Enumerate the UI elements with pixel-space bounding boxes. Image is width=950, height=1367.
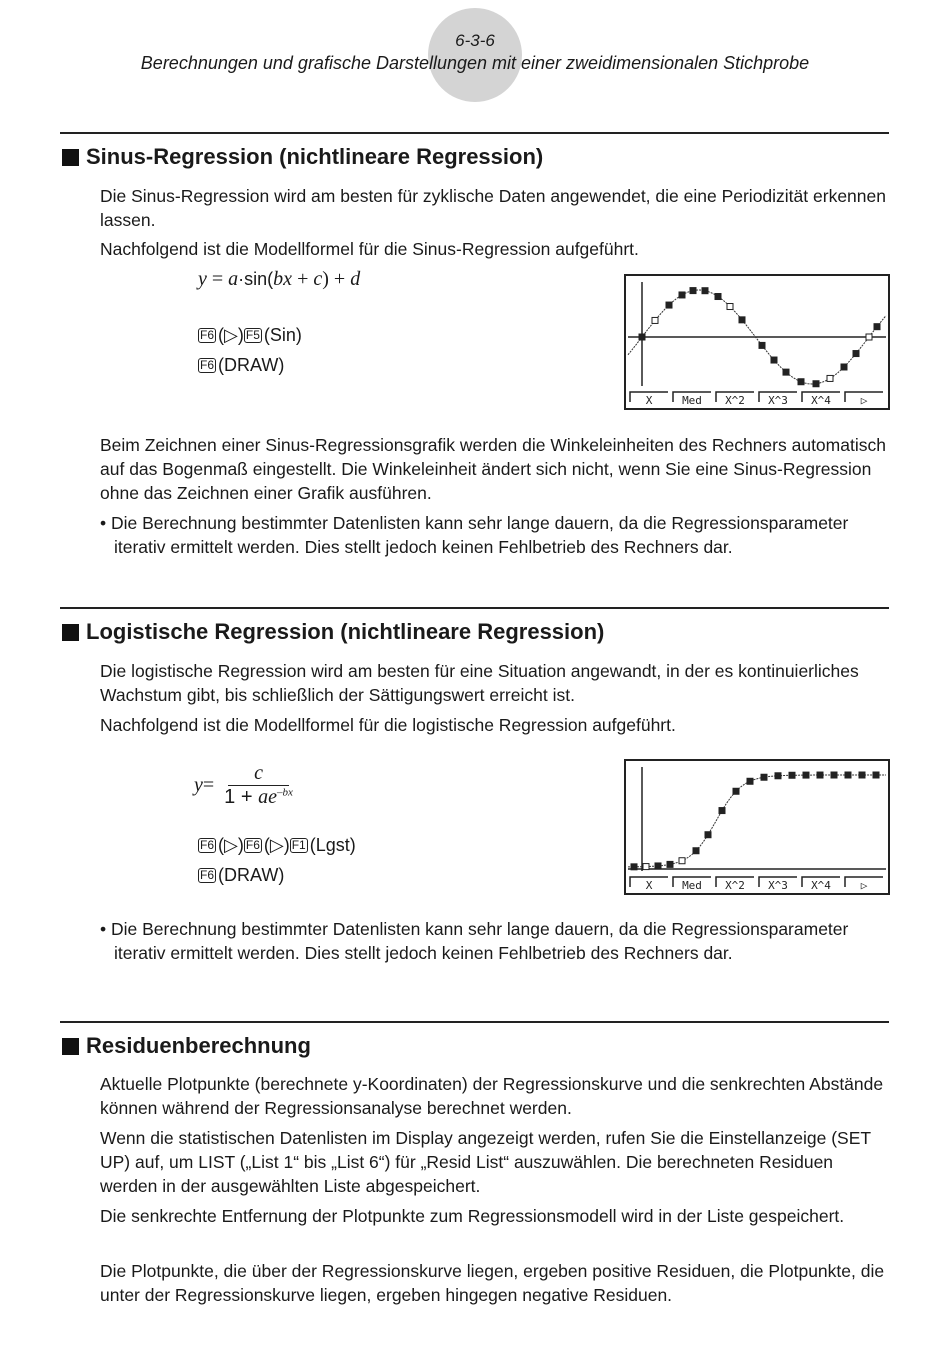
function-menu-label: X^3 — [768, 394, 788, 407]
square-bullet-icon — [62, 1038, 79, 1055]
chapter-subtitle: Berechnungen und grafische Darstellungen mit einer zweidimensionalen Stichprobe — [140, 53, 810, 73]
sine-formula: y = a·sin(bx + c) + d — [198, 268, 361, 290]
key-sequence: F6 (▷) F5 (Sin) F6 (DRAW) — [200, 325, 302, 375]
function-menu-label: Med — [682, 394, 702, 407]
data-point — [853, 351, 859, 357]
key-f6: F6 — [245, 838, 260, 852]
data-point — [803, 772, 809, 778]
data-point — [727, 304, 733, 310]
paragraph: Beim Zeichnen einer Sinus-Regressionsgrafik werden die Winkeleinheiten des Rechners automatisch auf das Bogenmaß eingestellt. Die Winkeleinheit ändert sich nicht, wenn Sie eine Sinus-Regression ohne das Zeichnen einer Grafik ausführen. — [100, 435, 886, 503]
data-point — [693, 848, 699, 854]
data-point — [789, 772, 795, 778]
data-point — [817, 772, 823, 778]
data-point — [652, 317, 658, 323]
logistic-formula: y = $\frac{c}{1 + ae^{-bx}}$ — [194, 762, 293, 808]
data-point — [667, 861, 673, 867]
function-menu-label: X^4 — [811, 394, 831, 407]
data-point — [873, 772, 879, 778]
paragraph: Die Sinus-Regression wird am besten für zyklische Daten angewendet, die eine Periodizität erkennen lassen. — [100, 186, 886, 230]
function-menu-label: X — [645, 394, 653, 407]
key-f6: F6 — [200, 358, 215, 372]
section-heading — [62, 619, 604, 645]
data-point — [705, 832, 711, 838]
section-heading — [62, 1033, 311, 1059]
data-point — [798, 379, 804, 385]
data-point — [831, 772, 837, 778]
section-divider — [60, 607, 889, 609]
data-point — [639, 334, 645, 340]
data-point — [655, 863, 661, 869]
data-point — [759, 342, 765, 348]
key-sequence: F6 (▷) F6 (▷) F1 (Lgst) F6 (DRAW) — [200, 835, 356, 885]
data-point — [874, 324, 880, 330]
data-point — [761, 774, 767, 780]
section-divider — [60, 1021, 889, 1023]
function-menu-label: X^4 — [811, 879, 831, 892]
logistic-regression-screen — [624, 759, 890, 895]
data-point — [771, 357, 777, 363]
key-f6: F6 — [200, 328, 215, 342]
screen-frame — [625, 275, 889, 409]
data-point — [715, 294, 721, 300]
key-f6: F6 — [200, 868, 215, 882]
data-point — [775, 773, 781, 779]
paragraph: Die logistische Regression wird am besten für eine Situation angewandt, in der es kontinuierliches Wachstum gibt, bis schließlich der Sättigungswert erreicht ist. — [100, 661, 859, 705]
data-point — [679, 292, 685, 298]
data-point — [739, 317, 745, 323]
function-menu-label: X — [645, 879, 653, 892]
data-point — [679, 858, 685, 864]
screen-frame — [625, 760, 889, 894]
section-heading — [62, 144, 543, 170]
function-menu-label: ▷ — [860, 394, 868, 407]
paragraph: Nachfolgend ist die Modellformel für die Sinus-Regression aufgeführt. — [100, 239, 639, 259]
function-menu-label: X^2 — [725, 394, 745, 407]
data-point — [631, 864, 637, 870]
data-point — [841, 364, 847, 370]
heading-text: Residuenberechnung — [86, 1033, 311, 1058]
paragraph: Nachfolgend ist die Modellformel für die logistische Regression aufgeführt. — [100, 715, 676, 735]
note-bullet: • Die Berechnung bestimmter Datenlisten kann sehr lange dauern, da die Regressionsparameter iterativ ermittelt werden. Dies stellt jedoch keinen Fehlbetrieb des Rechners dar. — [100, 513, 849, 557]
data-point — [783, 369, 789, 375]
page-number: 6-3-6 — [455, 31, 495, 50]
paragraph: Wenn die statistischen Datenlisten im Display angezeigt werden, rufen Sie die Einstellanzeige (SET UP) auf, um LIST („List 1“ bis „List 6“) für „Resid List“ auszuwählen. Die berechneten Residuen werden in der ausgewählten Liste abgespeichert. — [100, 1128, 871, 1196]
data-point — [702, 288, 708, 294]
heading-text: Logistische Regression (nichtlineare Regression) — [86, 619, 605, 644]
square-bullet-icon — [62, 149, 79, 166]
data-point — [859, 772, 865, 778]
data-point — [643, 864, 649, 870]
data-point — [733, 788, 739, 794]
note-bullet: • Die Berechnung bestimmter Datenlisten kann sehr lange dauern, da die Regressionsparameter iterativ ermittelt werden. Dies stellt jedoch keinen Fehlbetrieb des Rechners dar. — [100, 919, 849, 963]
function-menu-label: X^2 — [725, 879, 745, 892]
paragraph: Die senkrechte Entfernung der Plotpunkte zum Regressionsmodell wird in der Liste gespeichert. — [100, 1206, 845, 1226]
function-menu-label: ▷ — [860, 879, 868, 892]
data-point — [813, 381, 819, 387]
key-f1: F1 — [291, 838, 306, 852]
data-point — [666, 302, 672, 308]
paragraph: Aktuelle Plotpunkte (berechnete y-Koordinaten) der Regressionskurve und die senkrechten Abstände können während der Regressionsanalyse berechnet werden. — [100, 1074, 884, 1118]
data-point — [845, 772, 851, 778]
data-point — [747, 778, 753, 784]
sine-regression-screen — [624, 274, 890, 410]
key-f5: F5 — [245, 328, 260, 342]
section-divider — [60, 132, 889, 134]
function-menu-label: Med — [682, 879, 702, 892]
data-point — [827, 375, 833, 381]
square-bullet-icon — [62, 624, 79, 641]
function-menu-label: X^3 — [768, 879, 788, 892]
data-point — [866, 334, 872, 340]
data-point — [690, 288, 696, 294]
key-f6: F6 — [200, 838, 215, 852]
paragraph: Die Plotpunkte, die über der Regressionskurve liegen, ergeben positive Residuen, die Plotpunkte, die unter der Regressionskurve liegen, ergeben hingegen negative Residuen. — [100, 1261, 885, 1305]
data-point — [719, 808, 725, 814]
heading-text: Sinus-Regression (nichtlineare Regression) — [86, 144, 544, 169]
